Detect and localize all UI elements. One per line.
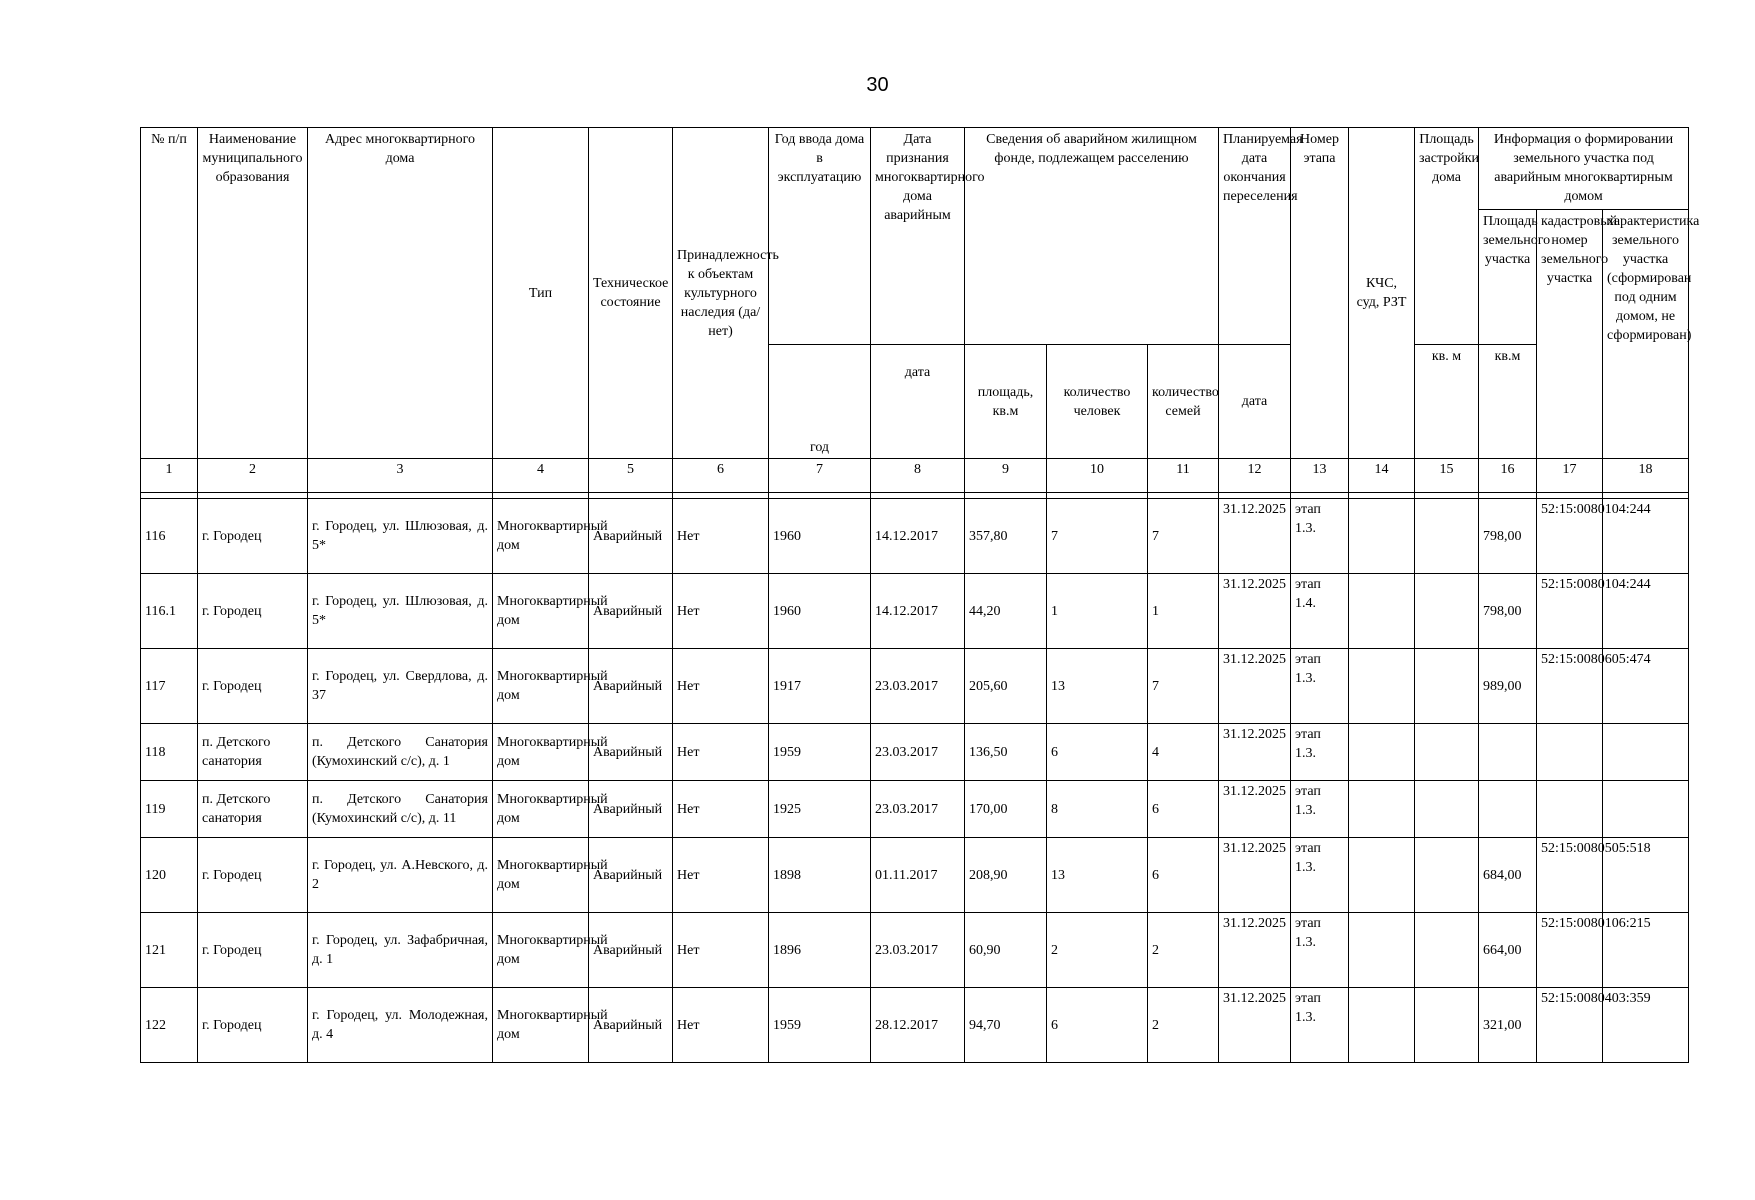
cell-land-area <box>1479 781 1537 838</box>
cell-tech-state: Аварийный <box>589 781 673 838</box>
cell-stage: этап 1.3. <box>1291 499 1349 574</box>
cell-kchs <box>1349 838 1415 913</box>
header-address: Адрес многоквартирного дома <box>308 128 493 459</box>
header-kchs: КЧС, суд, РЗТ <box>1349 128 1415 459</box>
column-number: 3 <box>308 459 493 493</box>
cell-num: 118 <box>141 724 198 781</box>
cell-people: 8 <box>1047 781 1148 838</box>
cell-tech-state: Аварийный <box>589 724 673 781</box>
cell-tech-state: Аварийный <box>589 988 673 1063</box>
cell-address: г. Городец, ул. Зафабричная, д. 1 <box>308 913 493 988</box>
cell-built-area <box>1415 499 1479 574</box>
cell-year: 1960 <box>769 499 871 574</box>
cell-families: 6 <box>1148 838 1219 913</box>
column-number: 10 <box>1047 459 1148 493</box>
cell-heritage: Нет <box>673 499 769 574</box>
cell-cadastral: 52:15:0080104:244 <box>1537 499 1603 574</box>
header-land-area: Площадь земельного участка <box>1479 210 1537 345</box>
cell-cadastral: 52:15:0080605:474 <box>1537 649 1603 724</box>
cell-address: г. Городец, ул. Шлюзовая, д. 5* <box>308 499 493 574</box>
cell-built-area <box>1415 988 1479 1063</box>
cell-end-date: 31.12.2025 <box>1219 838 1291 913</box>
table-row <box>141 913 1689 988</box>
cell-area: 60,90 <box>965 913 1047 988</box>
cell-tech-state: Аварийный <box>589 499 673 574</box>
cell-families: 2 <box>1148 988 1219 1063</box>
cell-tech-state: Аварийный <box>589 574 673 649</box>
column-number: 15 <box>1415 459 1479 493</box>
cell-end-date: 31.12.2025 <box>1219 499 1291 574</box>
cell-year: 1959 <box>769 988 871 1063</box>
column-number: 16 <box>1479 459 1537 493</box>
cell-built-area <box>1415 574 1479 649</box>
cell-address: г. Городец, ул. Шлюзовая, д. 5* <box>308 574 493 649</box>
cell-type: Многоквартирный дом <box>493 913 589 988</box>
cell-cadastral <box>1537 781 1603 838</box>
cell-num: 121 <box>141 913 198 988</box>
cell-type: Многоквартирный дом <box>493 499 589 574</box>
cell-built-area <box>1415 724 1479 781</box>
cell-families: 6 <box>1148 781 1219 838</box>
header-built-area: Площадь застройки дома <box>1415 128 1479 345</box>
cell-type: Многоквартирный дом <box>493 988 589 1063</box>
cell-people: 13 <box>1047 649 1148 724</box>
cell-land-area: 798,00 <box>1479 499 1537 574</box>
header-stage: Номер этапа <box>1291 128 1349 459</box>
cell-area: 208,90 <box>965 838 1047 913</box>
cell-recognition-date: 14.12.2017 <box>871 499 965 574</box>
cell-land-characteristic <box>1603 724 1689 781</box>
cell-type: Многоквартирный дом <box>493 574 589 649</box>
column-number: 1 <box>141 459 198 493</box>
column-number: 6 <box>673 459 769 493</box>
column-number: 9 <box>965 459 1047 493</box>
cell-year: 1925 <box>769 781 871 838</box>
column-number: 18 <box>1603 459 1689 493</box>
cell-kchs <box>1349 724 1415 781</box>
table-row <box>141 838 1689 913</box>
cell-recognition-date: 23.03.2017 <box>871 724 965 781</box>
header-recognition-date: Дата признания многоквартирного дома аварийным <box>871 128 965 345</box>
cell-heritage: Нет <box>673 781 769 838</box>
cell-year: 1960 <box>769 574 871 649</box>
cell-land-area: 989,00 <box>1479 649 1537 724</box>
cell-recognition-date: 28.12.2017 <box>871 988 965 1063</box>
emergency-housing-table <box>140 127 1700 1063</box>
cell-stage: этап 1.4. <box>1291 574 1349 649</box>
cell-heritage: Нет <box>673 574 769 649</box>
cell-stage: этап 1.3. <box>1291 724 1349 781</box>
cell-area: 136,50 <box>965 724 1047 781</box>
cell-year: 1917 <box>769 649 871 724</box>
cell-address: г. Городец, ул. А.Невского, д. 2 <box>308 838 493 913</box>
cell-municipality: г. Городец <box>198 574 308 649</box>
cell-address: п. Детского Санатория (Кумохинский с/с), д. 1 <box>308 724 493 781</box>
table-row <box>141 988 1689 1063</box>
cell-municipality: п. Детского санатория <box>198 724 308 781</box>
cell-recognition-date: 14.12.2017 <box>871 574 965 649</box>
cell-tech-state: Аварийный <box>589 913 673 988</box>
cell-kchs <box>1349 649 1415 724</box>
column-number: 11 <box>1148 459 1219 493</box>
header-emergency-fund-group: Сведения об аварийном жилищном фонде, подлежащем расселению <box>965 128 1219 345</box>
cell-num: 116 <box>141 499 198 574</box>
cell-num: 120 <box>141 838 198 913</box>
cell-end-date: 31.12.2025 <box>1219 649 1291 724</box>
cell-type: Многоквартирный дом <box>493 724 589 781</box>
cell-land-area: 321,00 <box>1479 988 1537 1063</box>
cell-area: 170,00 <box>965 781 1047 838</box>
cell-built-area <box>1415 838 1479 913</box>
cell-num: 116.1 <box>141 574 198 649</box>
header-heritage: Принадлежность к объектам культурного наследия (да/нет) <box>673 128 769 459</box>
cell-stage: этап 1.3. <box>1291 649 1349 724</box>
cell-land-area: 664,00 <box>1479 913 1537 988</box>
cell-recognition-date: 23.03.2017 <box>871 649 965 724</box>
cell-municipality: г. Городец <box>198 913 308 988</box>
cell-num: 122 <box>141 988 198 1063</box>
cell-cadastral: 52:15:0080505:518 <box>1537 838 1603 913</box>
column-number: 12 <box>1219 459 1291 493</box>
cell-year: 1959 <box>769 724 871 781</box>
cell-municipality: п. Детского санатория <box>198 781 308 838</box>
cell-tech-state: Аварийный <box>589 649 673 724</box>
header-built-area-unit: кв. м <box>1415 345 1479 459</box>
header-year-unit: год <box>769 345 871 459</box>
cell-kchs <box>1349 913 1415 988</box>
column-number: 7 <box>769 459 871 493</box>
table-row <box>141 499 1689 574</box>
cell-land-area: 684,00 <box>1479 838 1537 913</box>
cell-stage: этап 1.3. <box>1291 838 1349 913</box>
column-number: 8 <box>871 459 965 493</box>
cell-heritage: Нет <box>673 913 769 988</box>
cell-address: г. Городец, ул. Молодежная, д. 4 <box>308 988 493 1063</box>
cell-built-area <box>1415 913 1479 988</box>
cell-recognition-date: 23.03.2017 <box>871 781 965 838</box>
header-people: количество человек <box>1047 345 1148 459</box>
cell-cadastral: 52:15:0080104:244 <box>1537 574 1603 649</box>
cell-type: Многоквартирный дом <box>493 781 589 838</box>
column-number: 14 <box>1349 459 1415 493</box>
header-land-characteristic: характеристика земельного участка (сформирован под одним домом, не сформирован) <box>1603 210 1689 459</box>
cell-people: 13 <box>1047 838 1148 913</box>
cell-area: 357,80 <box>965 499 1047 574</box>
cell-kchs <box>1349 988 1415 1063</box>
header-num: № п/п <box>141 128 198 459</box>
table-row <box>141 649 1689 724</box>
cell-heritage: Нет <box>673 724 769 781</box>
cell-recognition-date: 01.11.2017 <box>871 838 965 913</box>
cell-type: Многоквартирный дом <box>493 649 589 724</box>
table-row <box>141 781 1689 838</box>
cell-end-date: 31.12.2025 <box>1219 574 1291 649</box>
cell-address: п. Детского Санатория (Кумохинский с/с), д. 11 <box>308 781 493 838</box>
cell-area: 44,20 <box>965 574 1047 649</box>
cell-municipality: г. Городец <box>198 838 308 913</box>
page-number: 30 <box>866 74 889 96</box>
cell-end-date: 31.12.2025 <box>1219 988 1291 1063</box>
cell-num: 117 <box>141 649 198 724</box>
cell-heritage: Нет <box>673 988 769 1063</box>
header-type: Тип <box>493 128 589 459</box>
cell-municipality: г. Городец <box>198 988 308 1063</box>
cell-kchs <box>1349 499 1415 574</box>
cell-people: 6 <box>1047 988 1148 1063</box>
header-cadastral: кадастровый номер земельного участка <box>1537 210 1603 459</box>
cell-heritage: Нет <box>673 649 769 724</box>
cell-end-date: 31.12.2025 <box>1219 781 1291 838</box>
table-row <box>141 574 1689 649</box>
cell-built-area <box>1415 781 1479 838</box>
column-number: 13 <box>1291 459 1349 493</box>
cell-people: 7 <box>1047 499 1148 574</box>
cell-families: 1 <box>1148 574 1219 649</box>
cell-type: Многоквартирный дом <box>493 838 589 913</box>
header-municipality: Наименование муниципального образования <box>198 128 308 459</box>
table-row <box>141 724 1689 781</box>
header-area: площадь, кв.м <box>965 345 1047 459</box>
header-land-plot-group: Информация о формировании земельного участка под аварийным многоквартирным домом <box>1479 128 1689 210</box>
cell-land-area: 798,00 <box>1479 574 1537 649</box>
cell-cadastral: 52:15:0080403:359 <box>1537 988 1603 1063</box>
cell-families: 2 <box>1148 913 1219 988</box>
column-number: 17 <box>1537 459 1603 493</box>
header-end-date-unit: дата <box>1219 345 1291 459</box>
cell-families: 4 <box>1148 724 1219 781</box>
cell-heritage: Нет <box>673 838 769 913</box>
cell-area: 205,60 <box>965 649 1047 724</box>
cell-recognition-date: 23.03.2017 <box>871 913 965 988</box>
cell-year: 1896 <box>769 913 871 988</box>
header-families: количество семей <box>1148 345 1219 459</box>
cell-people: 6 <box>1047 724 1148 781</box>
cell-address: г. Городец, ул. Свердлова, д. 37 <box>308 649 493 724</box>
cell-families: 7 <box>1148 649 1219 724</box>
cell-tech-state: Аварийный <box>589 838 673 913</box>
cell-num: 119 <box>141 781 198 838</box>
cell-land-area <box>1479 724 1537 781</box>
cell-people: 2 <box>1047 913 1148 988</box>
header-date-unit: дата <box>871 345 965 459</box>
cell-stage: этап 1.3. <box>1291 913 1349 988</box>
header-planned-end-date: Планируемая дата окончания переселения <box>1219 128 1291 345</box>
column-number: 2 <box>198 459 308 493</box>
cell-built-area <box>1415 649 1479 724</box>
cell-people: 1 <box>1047 574 1148 649</box>
cell-kchs <box>1349 781 1415 838</box>
header-year: Год ввода дома в эксплуатацию <box>769 128 871 345</box>
cell-land-characteristic <box>1603 781 1689 838</box>
cell-stage: этап 1.3. <box>1291 781 1349 838</box>
cell-end-date: 31.12.2025 <box>1219 724 1291 781</box>
cell-stage: этап 1.3. <box>1291 988 1349 1063</box>
cell-cadastral: 52:15:0080106:215 <box>1537 913 1603 988</box>
header-tech-state: Техническое состояние <box>589 128 673 459</box>
table-body <box>141 499 1689 1063</box>
column-number: 5 <box>589 459 673 493</box>
cell-municipality: г. Городец <box>198 499 308 574</box>
cell-year: 1898 <box>769 838 871 913</box>
column-number: 4 <box>493 459 589 493</box>
cell-families: 7 <box>1148 499 1219 574</box>
cell-cadastral <box>1537 724 1603 781</box>
cell-area: 94,70 <box>965 988 1047 1063</box>
cell-end-date: 31.12.2025 <box>1219 913 1291 988</box>
cell-municipality: г. Городец <box>198 649 308 724</box>
header-land-area-unit: кв.м <box>1479 345 1537 459</box>
cell-kchs <box>1349 574 1415 649</box>
